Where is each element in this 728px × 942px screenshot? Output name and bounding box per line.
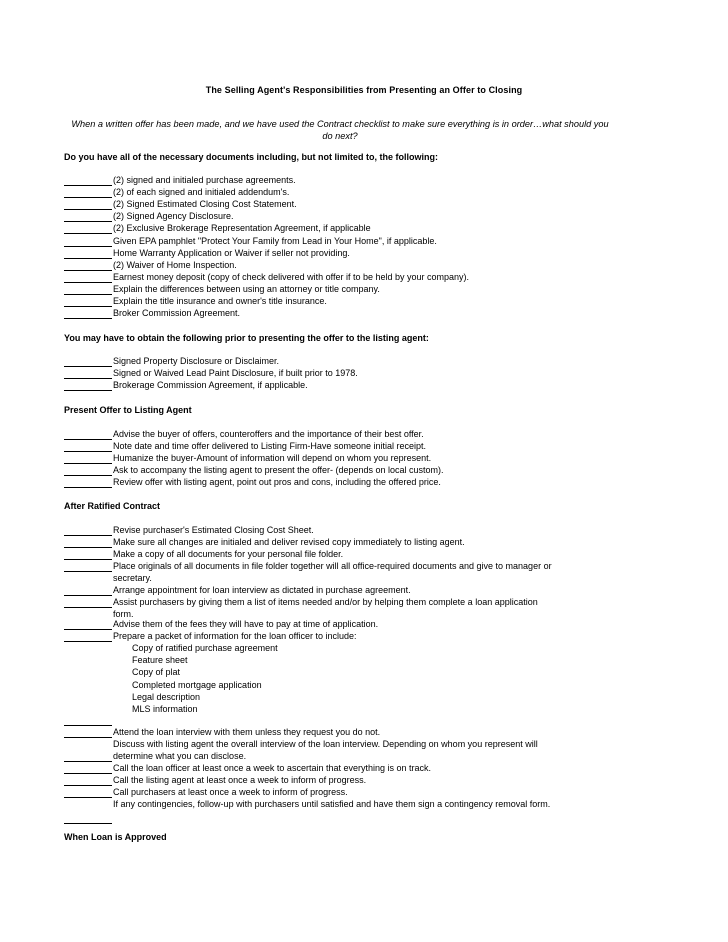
check-blank[interactable] bbox=[64, 209, 112, 210]
document-title: The Selling Agent's Responsibilities from Presenting an Offer to Closing bbox=[205, 85, 523, 95]
check-blank[interactable] bbox=[64, 547, 112, 548]
check-blank[interactable] bbox=[64, 306, 112, 307]
check-blank[interactable] bbox=[64, 797, 112, 798]
check-blank[interactable] bbox=[64, 823, 112, 824]
packet-item: MLS information bbox=[132, 704, 198, 714]
check-blank[interactable] bbox=[64, 487, 112, 488]
check-blank[interactable] bbox=[64, 725, 112, 726]
check-blank[interactable] bbox=[64, 629, 112, 630]
check-blank[interactable] bbox=[64, 246, 112, 247]
check-blank[interactable] bbox=[64, 535, 112, 536]
check-blank[interactable] bbox=[64, 641, 112, 642]
check-blank[interactable] bbox=[64, 439, 112, 440]
check-blank[interactable] bbox=[64, 185, 112, 186]
check-blank[interactable] bbox=[64, 451, 112, 452]
document-page: The Selling Agent's Responsibilities from Presenting an Offer to Closing When a written offer has been made, and we have used the Contract checklist to make sure everything is in order…what should you do next? Do you have all of the necessary documents including, but not limited to, the following: (2) signed and initialed purchase agreements. (2) of each signed and initialed addendum's. (2) Signed Estimated Closing Cost Statement. (2) Signed Agency Disclosure. (2) Exclusive Brokerage Representation Agreement, if applicable Given EPA pamphlet "Protect Your Family from Lead in Your Home", if applicable. Home Warranty Application or Waiver if seller not providing. (2) Waiver of Home Inspection. Earnest money deposit (copy of check delivered with offer if to be held by your company). Explain the differences between using an attorney or title company. Explain the title insurance and owner's title insurance. Broker Commission Agreement. You may have to obtain the following prior to presenting the offer to the listing agent: Signed Property Disclosure or Disclaimer. Signed or Waived Lead Paint Disclosure, if built prior to 1978. Brokerage Commission Agreement, if applicable. Present Offer to Listing Agent Advise the buyer of offers, counteroffers and the importance of their best offer. Note date and time offer delivered to Listing Firm-Have someone initial receipt. Humanize the buyer-Amount of information will depend on whom you represent. Ask to accompany the listing agent to present the offer- (depends on local custom). Review offer with listing agent, point out pros and cons, including the offered price. After Ratified Contract Revise purchaser's Estimated Closing Cost Sheet. Make sure all changes are initialed and deliver revised copy immediately to listing agent. Make a copy of all documents for your personal file folder. Place originals of all documents in file folder together will all office-required documents and give to manager or secretary. Arrange appointment for loan interview as dictated in purchase agreement. Assist purchasers by giving them a list of items needed and/or by helping them complete a loan application form. Advise them of the fees they will have to pay at time of application. Prepare a packet of information for the loan officer to include: Copy of ratified purchase agreement Feature sheet Copy of plat Completed mortgage application Legal description MLS information Attend the loan interview with them unless they request you do not. Discuss with listing agent the overall interview of the loan interview. Depending on whom you represent will determine what you can disclose. Call the loan officer at least once a week to ascertain that everything is on track. Call the listing agent at least once a week to inform of progress. Call purchasers at least once a week to inform of progress. If any contingencies, follow-up with purchasers until satisfied and have them sign a contingency removal form. When Loan is Approved bbox=[0, 0, 728, 942]
section-heading-after-ratified: After Ratified Contract bbox=[64, 501, 161, 511]
check-blank[interactable] bbox=[64, 737, 112, 738]
packet-item: Copy of ratified purchase agreement bbox=[132, 643, 278, 653]
packet-item: Legal description bbox=[132, 692, 201, 702]
check-blank[interactable] bbox=[64, 270, 112, 271]
check-blank[interactable] bbox=[64, 258, 112, 259]
check-blank[interactable] bbox=[64, 571, 112, 572]
check-blank[interactable] bbox=[64, 221, 112, 222]
check-blank[interactable] bbox=[64, 197, 112, 198]
check-blank[interactable] bbox=[64, 282, 112, 283]
check-blank[interactable] bbox=[64, 463, 112, 464]
check-blank[interactable] bbox=[64, 378, 112, 379]
check-blank[interactable] bbox=[64, 233, 112, 234]
check-blank[interactable] bbox=[64, 318, 112, 319]
check-blank[interactable] bbox=[64, 761, 112, 762]
check-blank[interactable] bbox=[64, 595, 112, 596]
section-heading-prior-to-presenting: You may have to obtain the following prior to presenting the offer to the listing agent: bbox=[64, 333, 429, 343]
check-blank[interactable] bbox=[64, 559, 112, 560]
packet-item: Feature sheet bbox=[132, 655, 188, 665]
packet-item: Completed mortgage application bbox=[132, 680, 262, 690]
section-heading-present-offer: Present Offer to Listing Agent bbox=[64, 405, 192, 415]
check-blank[interactable] bbox=[64, 785, 112, 786]
check-blank[interactable] bbox=[64, 475, 112, 476]
check-blank[interactable] bbox=[64, 294, 112, 295]
check-blank[interactable] bbox=[64, 773, 112, 774]
packet-item: Copy of plat bbox=[132, 667, 181, 677]
section-heading-loan-approved: When Loan is Approved bbox=[64, 832, 167, 842]
check-blank[interactable] bbox=[64, 607, 112, 608]
check-blank[interactable] bbox=[64, 390, 112, 391]
check-blank[interactable] bbox=[64, 366, 112, 367]
intro-paragraph: When a written offer has been made, and we have used the Contract checklist to make sure everything is in order…what should you do next? bbox=[71, 119, 609, 141]
section-heading-documents: Do you have all of the necessary documents including, but not limited to, the following: bbox=[64, 152, 439, 162]
